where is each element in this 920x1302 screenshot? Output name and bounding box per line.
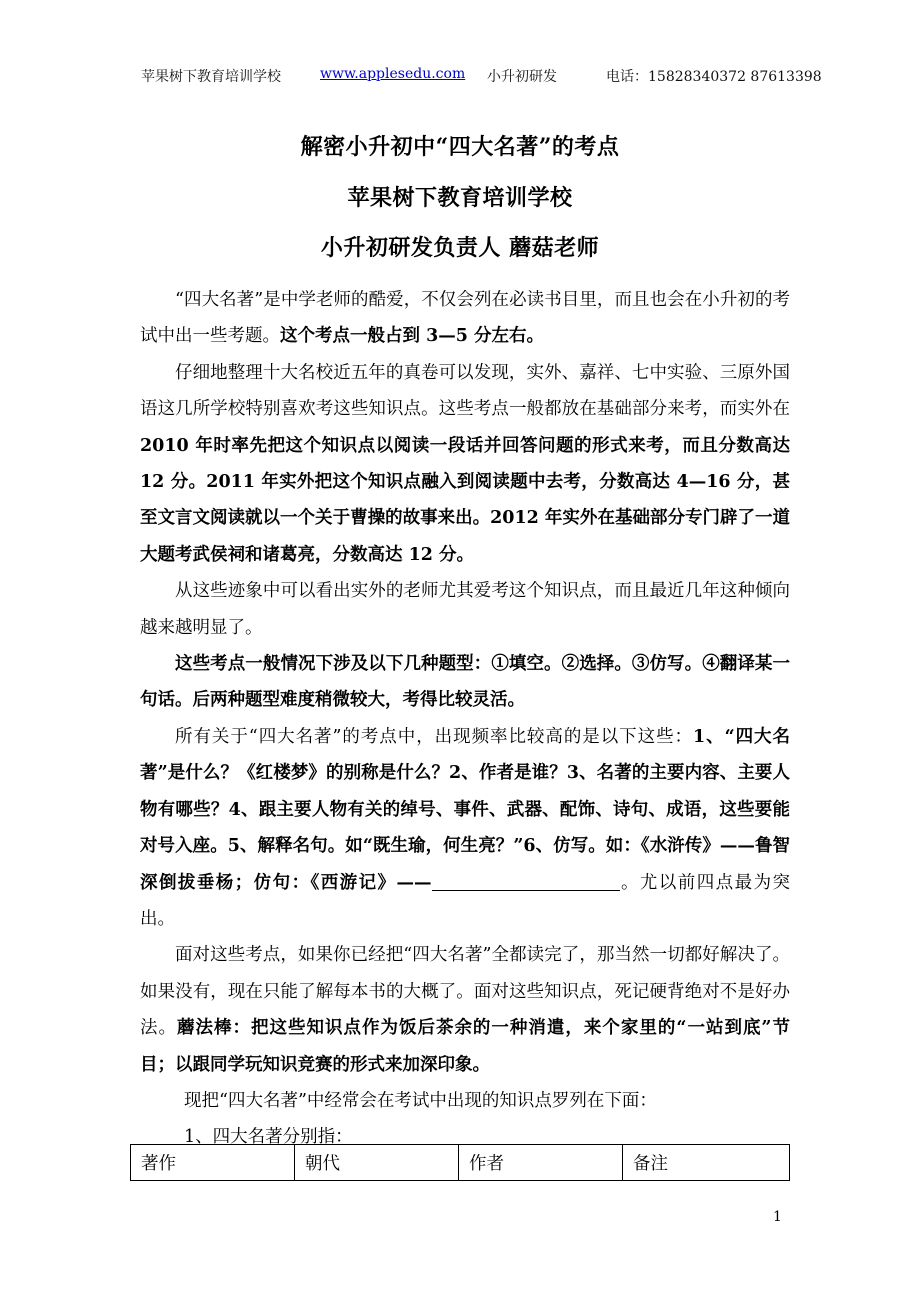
paragraph-trend: 从这些迹象中可以看出实外的老师尤其爱考这个知识点，而且最近几年这种倾向越来越明显了。: [140, 581, 790, 638]
paragraph-intro-bold: 这个考点一般占到 3—5 分左右。: [280, 326, 545, 347]
fill-in-blank: [432, 870, 620, 891]
table-header-cell: 备注: [623, 1145, 790, 1181]
paragraph-frequent-text: 所有关于“四大名著”的考点中，出现频率比较高的是以下这些：: [175, 726, 693, 747]
section-heading-1: 1、四大名著分别指：: [184, 1127, 353, 1148]
page-number: 1: [773, 1209, 782, 1225]
document-author-line: 小升初研发负责人 蘑菇老师: [320, 235, 600, 261]
paragraph-question-types: 这些考点一般情况下涉及以下几种题型：①填空。②选择。③仿写。④翻译某一句话。后两种题型难度稍微较大，考得比较灵活。: [140, 654, 790, 711]
header-website-link[interactable]: www.applesedu.com: [320, 66, 466, 82]
paragraph-frequent-end: 。尤以前四点最为突出。: [140, 872, 791, 929]
table-header-row: [131, 1145, 790, 1181]
paragraph-frequent-points: [140, 719, 790, 937]
paragraph-analysis-bold: 2010 年时率先把这个知识点以阅读一段话并回答问题的形式来考，而且分数高达 12 分。2011 年实外把这个知识点融入到阅读题中去考，分数高达 4—16 分，甚至文言文阅读就以一个关于曹操的故事来出。2012 年实外在基础部分专门辟了一道大题考武侯祠和诸葛亮，分数高达 12 分。: [140, 435, 790, 565]
header-school-name: 苹果树下教育培训学校: [141, 69, 281, 85]
header-department: 小升初研发: [487, 69, 557, 85]
paragraph-intro-text: “四大名著”是中学老师的酷爱，不仅会列在必读书目里，而且也会在小升初的考试中出一些考题。: [140, 290, 790, 347]
paragraph-intro: [140, 282, 790, 355]
header-phone: 电话：15828340372 87613398: [606, 69, 822, 85]
paragraph-advice-text: 面对这些考点，如果你已经把“四大名著”全都读完了，那当然一切都好解决了。如果没有，现在只能了解每本书的大概了。面对这些知识点，死记硬背绝对不是好办法。: [140, 945, 790, 1039]
document-title: 解密小升初中“四大名著”的考点: [300, 134, 620, 160]
paragraph-analysis: [140, 355, 790, 573]
paragraph-list-intro: 现把“四大名著”中经常会在考试中出现的知识点罗列在下面：: [184, 1090, 657, 1111]
page-header: [0, 66, 920, 88]
works-table: [130, 1144, 790, 1181]
paragraph-advice: [140, 937, 790, 1083]
table-header-cell: 作者: [459, 1145, 623, 1181]
document-body: [140, 282, 790, 1156]
document-school-title: 苹果树下教育培训学校: [347, 185, 573, 211]
paragraph-analysis-text: 仔细地整理十大名校近五年的真卷可以发现，实外、嘉祥、七中实验、三原外国语这几所学校特别喜欢考这些知识点。这些考点一般都放在基础部分来考，而实外在: [140, 362, 790, 420]
paragraph-frequent-bold: 1、“四大名著”是什么？《红楼梦》的别称是什么？2、作者是谁？3、名著的主要内容、主要人物有哪些？4、跟主要人物有关的绰号、事件、武器、配饰、诗句、成语，这些要能对号入座。5、解释名句。如“既生瑜，何生亮？”6、仿写。如：《水浒传》——鲁智深倒拔垂杨；仿句：《西游记》——: [140, 726, 790, 893]
paragraph-advice-bold: 蘑法棒：把这些知识点作为饭后茶余的一种消遣，来个家里的“一站到底”节目；以跟同学玩知识竞赛的形式来加深印象。: [140, 1018, 790, 1075]
table-header-cell: 著作: [131, 1145, 295, 1181]
table-header-cell: 朝代: [295, 1145, 459, 1181]
